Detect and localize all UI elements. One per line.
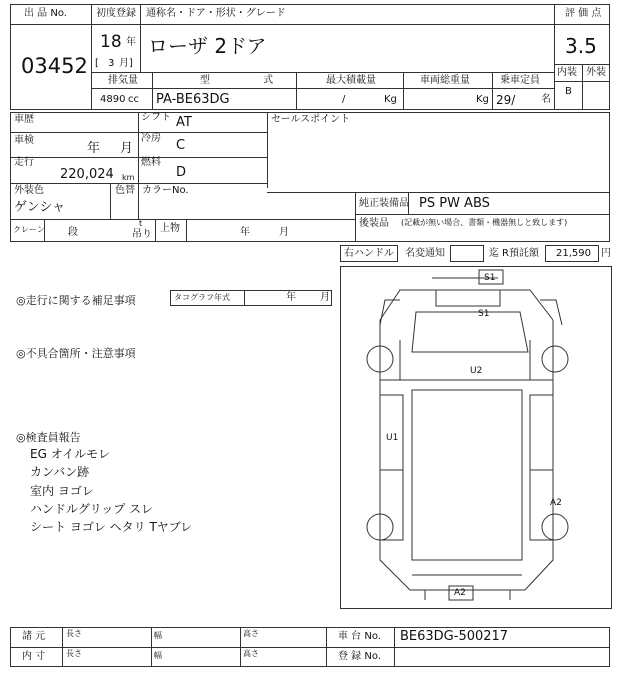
exterior-color: ゲンシャ bbox=[14, 200, 66, 215]
chassis-no: BE63DG-500217 bbox=[400, 629, 509, 644]
car-name: ローザ 2ドア bbox=[148, 34, 267, 58]
aircon-value: C bbox=[176, 138, 186, 153]
gross-weight-unit: Kg bbox=[476, 94, 489, 105]
aftermarket-note: (記載が無い場合、書類・機器無しと致します) bbox=[401, 218, 568, 227]
diagram-mark: S1 bbox=[484, 273, 496, 283]
r-amount: 21,590 bbox=[556, 248, 591, 259]
capacity-unit: 名 bbox=[541, 94, 551, 105]
diagram-mark: A2 bbox=[454, 588, 466, 598]
lot-no-label: 出 品 No. bbox=[24, 8, 67, 19]
color-change-label: 色替 bbox=[115, 185, 135, 196]
reg-year-unit: 年 bbox=[126, 37, 136, 48]
capacity: 29/ bbox=[496, 93, 516, 107]
aftermarket-label: 後装品 bbox=[359, 218, 389, 229]
diagram-mark: A2 bbox=[550, 498, 562, 508]
displacement: 4890 bbox=[100, 94, 126, 105]
mileage-unit: km bbox=[122, 173, 135, 182]
diagram-mark: U2 bbox=[470, 366, 483, 376]
name-change-suffix: 迄 bbox=[489, 248, 499, 259]
defects-label: ◎不具合箇所・注意事項 bbox=[16, 347, 136, 360]
inner-dim-row-label: 内 寸 bbox=[22, 651, 46, 662]
first-reg-label: 初度登録 bbox=[96, 8, 136, 19]
sales-points-label: セールスポイント bbox=[271, 114, 351, 125]
height-label: 高さ bbox=[243, 649, 259, 658]
max-load: / bbox=[342, 94, 346, 105]
vehicle-diagram-frame bbox=[340, 266, 612, 609]
lot-no: 03452 bbox=[21, 54, 88, 78]
width-label: 幅 bbox=[154, 651, 162, 660]
specs-row-label: 諸 元 bbox=[22, 631, 46, 642]
model-label: 型 式 bbox=[200, 75, 274, 86]
fuel-label: 燃料 bbox=[141, 157, 161, 168]
length-label: 長さ bbox=[66, 629, 82, 638]
inspector-line: シート ヨゴレ ヘタリ Tヤブレ bbox=[30, 520, 193, 534]
reg-no-label: 登 録 No. bbox=[338, 651, 381, 662]
upper-year: 年 bbox=[240, 227, 250, 238]
inspection-label: 車検 bbox=[14, 135, 34, 146]
exterior-label: 外装 bbox=[586, 67, 606, 78]
inspector-label: ◎検査員報告 bbox=[16, 431, 81, 444]
shift-label: シフト bbox=[141, 112, 171, 123]
steering: 右ハンドル bbox=[344, 248, 394, 259]
height-label: 高さ bbox=[243, 629, 259, 638]
tacho-year: 年 bbox=[286, 292, 296, 303]
crane-label: クレーン bbox=[13, 225, 45, 234]
reg-month-unit: 月] bbox=[119, 58, 133, 69]
color-code-label: カラーNo. bbox=[142, 185, 189, 196]
equipment-value: PS PW ABS bbox=[419, 196, 490, 211]
aircon-label: 冷房 bbox=[141, 133, 161, 144]
capacity-label: 乗車定員 bbox=[500, 75, 540, 86]
interior-label: 内装 bbox=[557, 67, 577, 78]
reg-month-open: [ bbox=[95, 58, 99, 69]
exterior-color-label: 外装色 bbox=[14, 185, 44, 196]
crane-ton: 吊り bbox=[132, 229, 152, 240]
diagram-mark: U1 bbox=[386, 433, 399, 443]
driving-notes-label: ◎走行に関する補足事項 bbox=[16, 294, 136, 307]
inspection-month: 月 bbox=[120, 141, 134, 156]
model: PA-BE63DG bbox=[156, 92, 230, 107]
score-label: 評 価 点 bbox=[565, 8, 602, 19]
diagram-mark: S1 bbox=[478, 309, 490, 319]
fuel-value: D bbox=[176, 165, 187, 180]
tacho-label: タコグラフ年式 bbox=[174, 293, 230, 302]
name-label: 通称名・ドア・形状・グレード bbox=[146, 8, 286, 19]
inspector-line: ハンドルグリップ スレ bbox=[30, 502, 154, 516]
inspector-line: カンバン跡 bbox=[30, 465, 90, 479]
displacement-label: 排気量 bbox=[108, 75, 138, 86]
mileage-label: 走行 bbox=[14, 157, 34, 168]
name-change-label: 名変通知 bbox=[405, 248, 445, 259]
max-load-unit: Kg bbox=[384, 94, 397, 105]
reg-month: 3 bbox=[108, 58, 115, 69]
interior-grade: B bbox=[565, 86, 572, 97]
inspector-line: 室内 ヨゴレ bbox=[30, 484, 94, 498]
inspection-year: 年 bbox=[87, 141, 101, 156]
inspector-line: EG オイルモレ bbox=[30, 447, 111, 461]
max-load-label: 最大積載量 bbox=[326, 75, 376, 86]
r-label: R預託額 bbox=[502, 248, 539, 259]
length-label: 長さ bbox=[66, 649, 82, 658]
shift-value: AT bbox=[176, 115, 192, 130]
chassis-label: 車 台 No. bbox=[338, 631, 381, 642]
width-label: 幅 bbox=[154, 631, 162, 640]
score-value: 3.5 bbox=[565, 34, 597, 58]
tacho-month: 月 bbox=[320, 292, 330, 303]
displacement-unit: cc bbox=[128, 94, 139, 105]
equipment-label: 純正装備品 bbox=[359, 198, 409, 209]
history-label: 車歴 bbox=[14, 114, 34, 125]
gross-weight-label: 車両総重量 bbox=[420, 75, 470, 86]
upper-month: 月 bbox=[279, 227, 289, 238]
name-change-box bbox=[450, 245, 484, 262]
reg-year: 18 bbox=[100, 32, 122, 52]
crane-ton-mark: t bbox=[139, 219, 143, 228]
r-unit: 円 bbox=[601, 248, 611, 259]
crane-stage: 段 bbox=[68, 227, 78, 238]
mileage-value: 220,024 bbox=[60, 167, 114, 182]
upper-label: 上物 bbox=[160, 223, 180, 234]
